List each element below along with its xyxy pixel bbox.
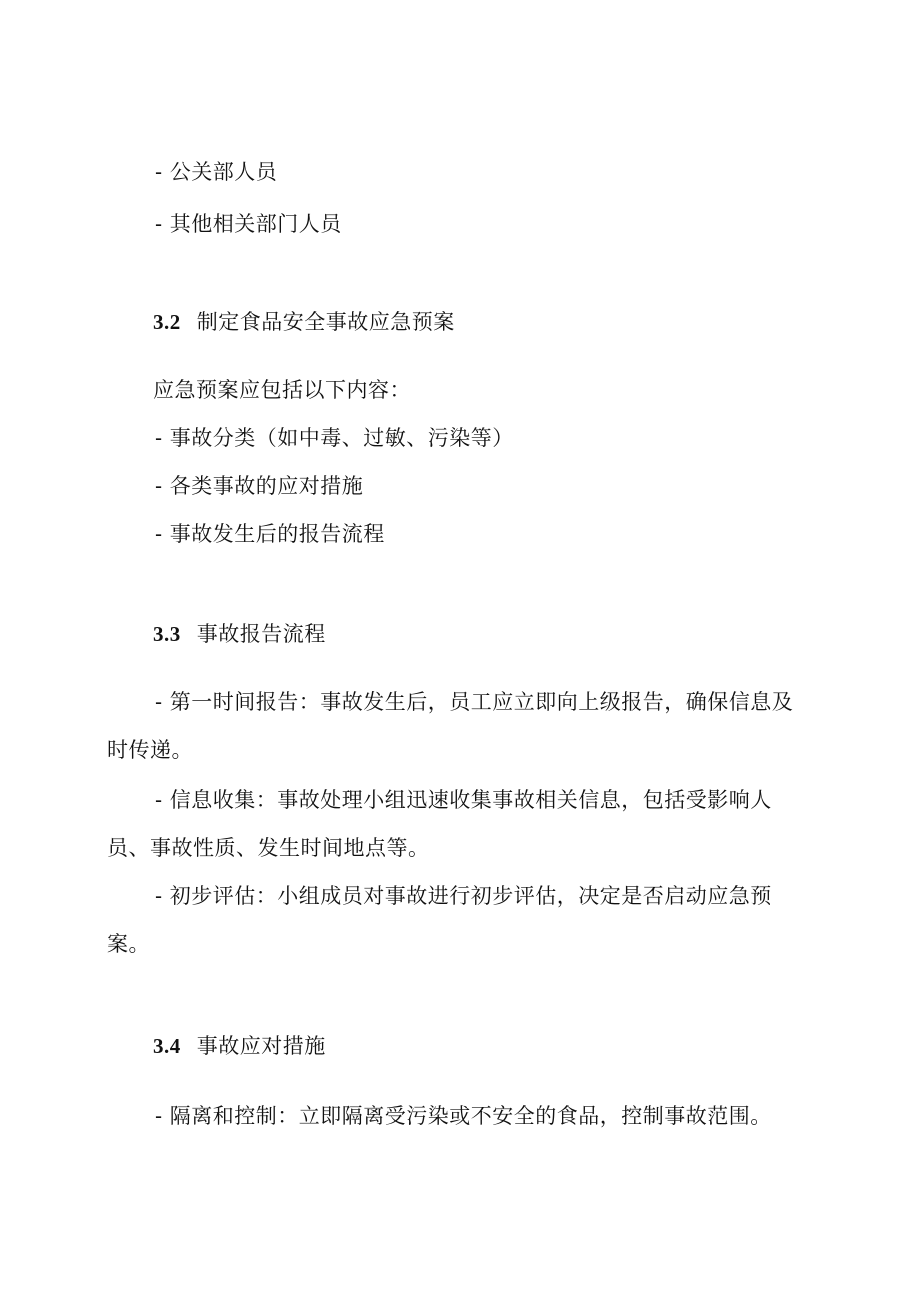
section-title: 事故应对措施 (196, 1034, 326, 1058)
section-title: 事故报告流程 (196, 622, 326, 646)
paragraph-line: - 信息收集：事故处理小组迅速收集事故相关信息，包括受影响人 (155, 788, 772, 812)
paragraph-line: - 第一时间报告：事故发生后，员工应立即向上级报告，确保信息及 (155, 690, 794, 714)
list-item: - 各类事故的应对措施 (155, 474, 364, 498)
section-number: 3.3 (153, 622, 181, 646)
section-heading-3-4 (153, 1031, 326, 1061)
section-heading-3-2 (153, 307, 455, 337)
list-item: - 事故分类（如中毒、过敏、污染等） (155, 426, 514, 450)
paragraph-line: - 初步评估：小组成员对事故进行初步评估，决定是否启动应急预 (155, 884, 772, 908)
list-item: - 事故发生后的报告流程 (155, 522, 385, 546)
section-lead: 应急预案应包括以下内容： (153, 378, 411, 402)
paragraph-line: 员、事故性质、发生时间地点等。 (107, 836, 430, 860)
section-number: 3.4 (153, 1034, 181, 1058)
list-item: - 其他相关部门人员 (155, 212, 342, 236)
list-item: - 公关部人员 (155, 160, 278, 184)
section-title: 制定食品安全事故应急预案 (196, 310, 455, 334)
paragraph-line: 时传递。 (107, 738, 193, 762)
section-number: 3.2 (153, 310, 181, 334)
paragraph-line: 案。 (107, 932, 150, 956)
section-heading-3-3 (153, 619, 326, 649)
list-item: - 隔离和控制：立即隔离受污染或不安全的食品，控制事故范围。 (155, 1104, 772, 1128)
